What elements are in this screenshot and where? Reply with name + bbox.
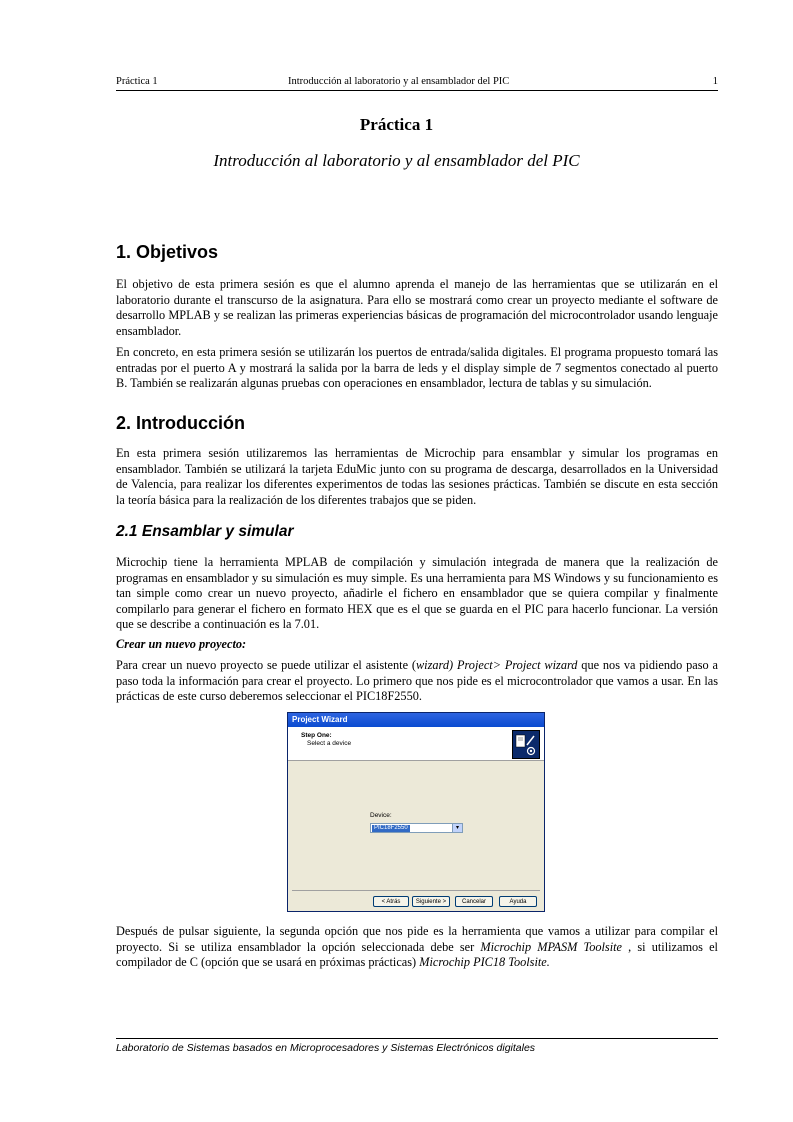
running-header <box>116 76 718 90</box>
page-title: Práctica 1 <box>359 115 434 134</box>
introduccion-paragraph: En esta primera sesión utilizaremos las herramientas de Microchip para ensamblar y simular los programas en ensamblador. También se utilizará la tarjeta EduMic junto con su programa de descarga, desarrollados en la Universidad de Valencia, para realizar los diferentes experimentos de todas las sesiones prácticas. También se discute en esta sección la teoría básica para la realización de los diferentes trabajos que se piden. <box>116 446 718 507</box>
cancel-button[interactable]: Cancelar <box>455 896 493 907</box>
ensamblar-paragraph: Microchip tiene la herramienta MPLAB de compilación y simulación integrada de manera que la realización de programas en ensamblador y su simulación es muy simple. Es una herramienta para MS Windows y su funcionamiento es tan simple como crear un nuevo proyecto, añadirle el fichero en ensamblador que se quiera compilar y finalmente compilarlo para generar el fichero en formato HEX que es el que se guarda en el PIC para hacerlo funcionar. La versión que se describe a continuación es la 7.01. <box>116 555 718 632</box>
page-subtitle: Introducción al laboratorio y al ensamblador del PIC <box>213 151 580 170</box>
dialog-step-label: Step One: <box>301 732 332 739</box>
section-heading-objetivos: 1. Objetivos <box>116 242 219 262</box>
header-left: Práctica 1 <box>116 76 158 87</box>
objetivos-paragraph-1: El objetivo de esta primera sesión es que el alumno aprenda el manejo de las herramientas que se utilizarán en el laboratorio durante el transcurso de la asignatura. Para ello se mostrará como crear un proyecto mediante el software de desarrollo MPLAB y se realizan las primeras experiencias básicas de programación del microcontrolador usando lenguaje ensamblador. <box>116 277 718 338</box>
pic18-toolsite: Microchip PIC18 Toolsite. <box>419 955 550 970</box>
dialog-step-header <box>288 727 544 761</box>
next-button[interactable]: Siguiente > <box>412 896 450 907</box>
back-button[interactable]: < Atrás <box>373 896 409 907</box>
header-rule <box>116 90 718 91</box>
chevron-down-icon: ▾ <box>452 824 462 832</box>
help-button[interactable]: Ayuda <box>499 896 537 907</box>
dialog-title: Project Wizard <box>288 713 544 727</box>
device-select-value: PIC18F2550 <box>374 825 408 831</box>
mpasm-toolsite: Microchip MPASM Toolsite <box>480 939 622 954</box>
dialog-separator <box>292 890 540 891</box>
project-wizard-screenshot <box>287 712 545 912</box>
header-center: Introducción al laboratorio y al ensamblador del PIC <box>288 76 510 87</box>
section-heading-introduccion: 2. Introducción <box>116 413 246 433</box>
objetivos-paragraph-2: En concreto, en esta primera sesión se utilizarán los puertos de entrada/salida digitales. El programa propuesto tomará las entradas por el puerto A y mostrará la salida por la barra de leds y el display simple de 7 segmentos conectado al puerto B. También se realizarán algunas pruebas con operaciones en ensamblador, lectura de tablas y su simulación. <box>116 345 718 391</box>
crear-proyecto-paragraph: Para crear un nuevo proyecto se puede utilizar el asistente (wizard) Project> Project wizard que nos va pidiendo paso a paso toda la información para crear el proyecto. Lo primero que nos pide es el microcontrolador que vamos a usar. En las prácticas de este curso deberemos seleccionar el PIC18F2550. <box>116 658 718 704</box>
dialog-step-desc: Select a device <box>307 740 352 747</box>
device-select[interactable] <box>370 823 463 833</box>
device-label: Device: <box>370 812 392 819</box>
wizard-icon <box>512 730 540 759</box>
footer-rule <box>116 1038 718 1039</box>
crear-proyecto-subheading: Crear un nuevo proyecto: <box>116 637 247 651</box>
wizard-menu-path: wizard) Project> Project wizard <box>415 658 578 672</box>
header-page-number: 1 <box>712 76 718 87</box>
subsection-heading-ensamblar: 2.1 Ensamblar y simular <box>116 523 294 540</box>
page-footer: Laboratorio de Sistemas basados en Microprocesadores y Sistemas Electrónicos digitales <box>116 1042 536 1054</box>
despues-paragraph: Después de pulsar siguiente, la segunda opción que nos pide es la herramienta que vamos a utilizar para compilar el proyecto. Si se utiliza ensamblador la opción seleccionada debe ser Microchip MPASM Toolsite , si utilizamos el compilador de C (opción que se usará en próximas prácticas) Microchip PIC18 Toolsite. <box>116 924 718 970</box>
